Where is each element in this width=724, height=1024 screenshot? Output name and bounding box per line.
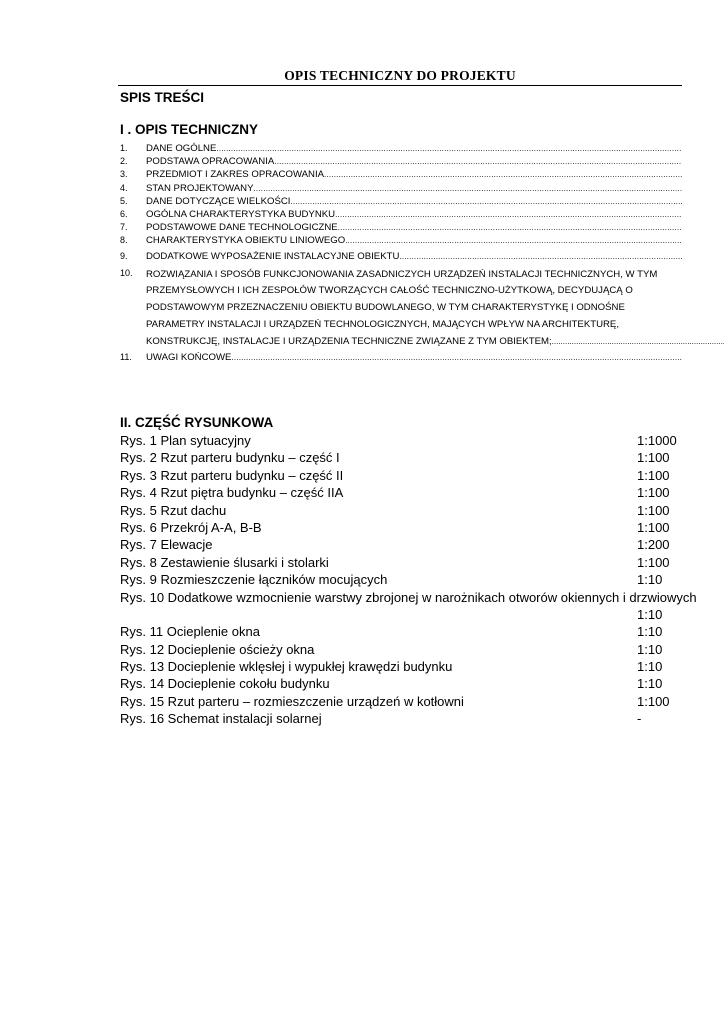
drawing-row[interactable] bbox=[120, 467, 682, 484]
toc-item[interactable] bbox=[120, 142, 682, 155]
drawing-row[interactable] bbox=[120, 449, 682, 466]
drawing-scale: 1:10 bbox=[637, 624, 663, 640]
toc-item-number: 9. bbox=[120, 251, 128, 262]
toc-item-label: UWAGI KOŃCOWE bbox=[146, 351, 232, 363]
drawing-row[interactable] bbox=[120, 641, 682, 658]
drawing-row[interactable] bbox=[120, 502, 682, 519]
toc-title: SPIS TREŚCI bbox=[120, 90, 205, 105]
drawing-label: Rys. 1 Plan sytuacyjny bbox=[120, 433, 251, 448]
toc-item-label: PODSTAWA OPRACOWANIA bbox=[146, 156, 275, 168]
drawing-label: Rys. 10 Dodatkowe wzmocnienie warstwy zbrojonej w narożnikach otworów okiennych i drzwiowych bbox=[120, 589, 697, 605]
toc-item[interactable] bbox=[120, 221, 682, 234]
drawing-row[interactable] bbox=[120, 606, 682, 623]
drawing-scale: 1:10 bbox=[637, 606, 663, 622]
drawing-label: Rys. 5 Rzut dachu bbox=[120, 502, 227, 518]
toc-item-label: DODATKOWE WYPOSAŻENIE INSTALACYJNE OBIEKTU bbox=[146, 251, 400, 263]
toc-item-label: PRZEDMIOT I ZAKRES OPRACOWANIA bbox=[146, 169, 325, 181]
toc-item-line bbox=[146, 267, 724, 284]
toc-item-line-text: ROZWIĄZANIA I SPOSÓB FUNKCJONOWANIA ZASADNICZYCH URZĄDZEŃ INSTALACJI TECHNICZNYCH, W TYM bbox=[146, 268, 658, 280]
toc-item[interactable] bbox=[120, 234, 682, 250]
toc-item[interactable] bbox=[120, 168, 682, 181]
drawing-scale: 1:100 bbox=[637, 485, 670, 501]
toc-item-label: DANE DOTYCZĄCE WIELKOŚCI bbox=[146, 195, 291, 207]
drawing-label: Rys. 13 Docieplenie wklęsłej i wypukłej krawędzi budynku bbox=[120, 659, 453, 675]
drawing-scale: 1:100 bbox=[637, 693, 670, 709]
toc-item-leader bbox=[552, 334, 724, 351]
drawing-label: Rys. 2 Rzut parteru budynku – część I bbox=[120, 450, 340, 466]
toc-item-line-text: PARAMETRY INSTALACJI I URZĄDZEŃ TECHNOLOGICZNYCH, MAJĄCYCH WPŁYW NA ARCHITEKTURĘ, bbox=[146, 319, 619, 331]
toc-item-number: 2. bbox=[120, 156, 128, 167]
toc-item-leader bbox=[324, 168, 682, 181]
drawing-scale: 1:10 bbox=[637, 641, 663, 657]
drawing-row[interactable] bbox=[120, 589, 697, 606]
drawing-label: Rys. 6 Przekrój A-A, B-B bbox=[120, 519, 262, 535]
toc-item-label: DANE OGÓLNE bbox=[146, 143, 217, 154]
drawing-label: Rys. 16 Schemat instalacji solarnej bbox=[120, 711, 322, 727]
drawing-row[interactable] bbox=[120, 623, 682, 640]
toc-item-label: PODSTAWOWE DANE TECHNOLOGICZNE bbox=[146, 222, 338, 234]
toc-item-number: 4. bbox=[120, 182, 128, 193]
drawing-scale: 1:10 bbox=[637, 676, 663, 692]
toc-item-leader bbox=[274, 155, 682, 168]
toc-item[interactable] bbox=[120, 155, 682, 168]
toc-item-line bbox=[146, 334, 724, 351]
toc-item-leader bbox=[254, 182, 683, 195]
drawing-row[interactable] bbox=[120, 693, 682, 710]
drawing-row[interactable] bbox=[120, 571, 682, 588]
drawing-row[interactable] bbox=[120, 710, 682, 727]
drawing-label: Rys. 8 Zestawienie ślusarki i stolarki bbox=[120, 554, 329, 570]
toc-item-line-text: PRZEMYSŁOWYCH I ICH ZESPOŁÓW TWORZĄCYCH CAŁOŚĆ TECHNICZNO-UŻYTKOWĄ, DECYDUJĄCĄ O bbox=[146, 285, 633, 297]
toc-item-leader bbox=[290, 195, 682, 208]
drawing-scale: 1:100 bbox=[637, 519, 670, 535]
toc-item-number: 1. bbox=[120, 143, 128, 153]
drawing-scale: 1:100 bbox=[637, 554, 670, 570]
toc-item-leader bbox=[338, 221, 682, 234]
drawing-label: Rys. 3 Rzut parteru budynku – część II bbox=[120, 467, 344, 483]
drawing-scale: 1:100 bbox=[637, 467, 670, 483]
toc-item-line-text: PODSTAWOWYM PRZEZNACZENIU OBIEKTU BUDOWLANEGO, W TYM CHARAKTERYSTYKĘ I ODNOŚNE bbox=[146, 302, 625, 314]
drawing-scale: - bbox=[637, 711, 642, 727]
toc-item-label: OGÓLNA CHARAKTERYSTYKA BUDYNKU bbox=[146, 208, 336, 220]
toc-list bbox=[120, 142, 682, 364]
drawing-label: Rys. 15 Rzut parteru – rozmieszczenie urządzeń w kotłowni bbox=[120, 693, 464, 709]
toc-item-leader bbox=[345, 234, 682, 247]
toc-item-leader bbox=[399, 250, 682, 263]
toc-item[interactable] bbox=[120, 250, 682, 266]
toc-item-label: CHARAKTERYSTYKA OBIEKTU LINIOWEGO bbox=[146, 235, 346, 247]
toc-item-line bbox=[146, 300, 724, 317]
toc-item-multiline[interactable] bbox=[120, 267, 682, 351]
toc-item-number: 10. bbox=[120, 267, 133, 278]
toc-item-line bbox=[146, 317, 724, 334]
toc-item-block bbox=[146, 267, 724, 351]
toc-item-leader bbox=[231, 351, 682, 364]
toc-item-number: 6. bbox=[120, 208, 128, 219]
drawing-scale: 1:10 bbox=[637, 659, 663, 675]
toc-item[interactable] bbox=[120, 182, 682, 195]
drawing-row[interactable] bbox=[120, 432, 682, 449]
toc-item[interactable] bbox=[120, 195, 682, 208]
toc-item-line-text: KONSTRUKCJĘ, INSTALACJE I URZĄDZENIA TECHNICZNE ZWIĄZANE Z TYM OBIEKTEM; bbox=[146, 336, 552, 348]
page-header-title: OPIS TECHNICZNY DO PROJEKTU bbox=[118, 68, 682, 86]
drawing-scale: 1:100 bbox=[637, 502, 670, 518]
drawing-label: Rys. 9 Rozmieszczenie łączników mocujących bbox=[120, 572, 388, 588]
drawing-scale: 1:200 bbox=[637, 537, 670, 553]
drawing-scale: 1:100 bbox=[637, 450, 670, 466]
drawing-label: Rys. 4 Rzut piętra budynku – część IIA bbox=[120, 485, 344, 501]
toc-item[interactable] bbox=[120, 351, 682, 364]
drawing-label: Rys. 14 Docieplenie cokołu budynku bbox=[120, 676, 330, 692]
drawing-row[interactable] bbox=[120, 554, 682, 571]
drawing-label: Rys. 7 Elewacje bbox=[120, 537, 213, 553]
drawing-row[interactable] bbox=[120, 658, 682, 675]
section-2-heading: II. CZĘŚĆ RYSUNKOWA bbox=[120, 415, 274, 430]
toc-item-leader bbox=[216, 142, 682, 155]
toc-item-number: 11. bbox=[120, 351, 132, 362]
drawing-label: Rys. 11 Ocieplenie okna bbox=[120, 624, 260, 640]
drawing-row[interactable] bbox=[120, 519, 682, 536]
drawing-scale: 1:10 bbox=[637, 572, 663, 588]
drawing-scale: 1:1000 bbox=[637, 433, 677, 448]
toc-item[interactable] bbox=[120, 208, 682, 221]
drawing-row[interactable] bbox=[120, 675, 682, 692]
drawing-label: Rys. 12 Docieplenie ościeży okna bbox=[120, 641, 315, 657]
toc-item-leader bbox=[335, 208, 682, 221]
drawings-list bbox=[120, 432, 697, 728]
drawing-row[interactable] bbox=[120, 484, 682, 501]
section-1-heading: I . OPIS TECHNICZNY bbox=[120, 122, 259, 137]
toc-item-number: 7. bbox=[120, 222, 128, 233]
toc-item-number: 3. bbox=[120, 169, 128, 180]
toc-item-number: 8. bbox=[120, 235, 128, 246]
drawing-row[interactable] bbox=[120, 536, 682, 553]
toc-item-number: 5. bbox=[120, 195, 128, 206]
toc-item-label: STAN PROJEKTOWANY bbox=[146, 182, 254, 194]
toc-item-line bbox=[146, 283, 724, 300]
